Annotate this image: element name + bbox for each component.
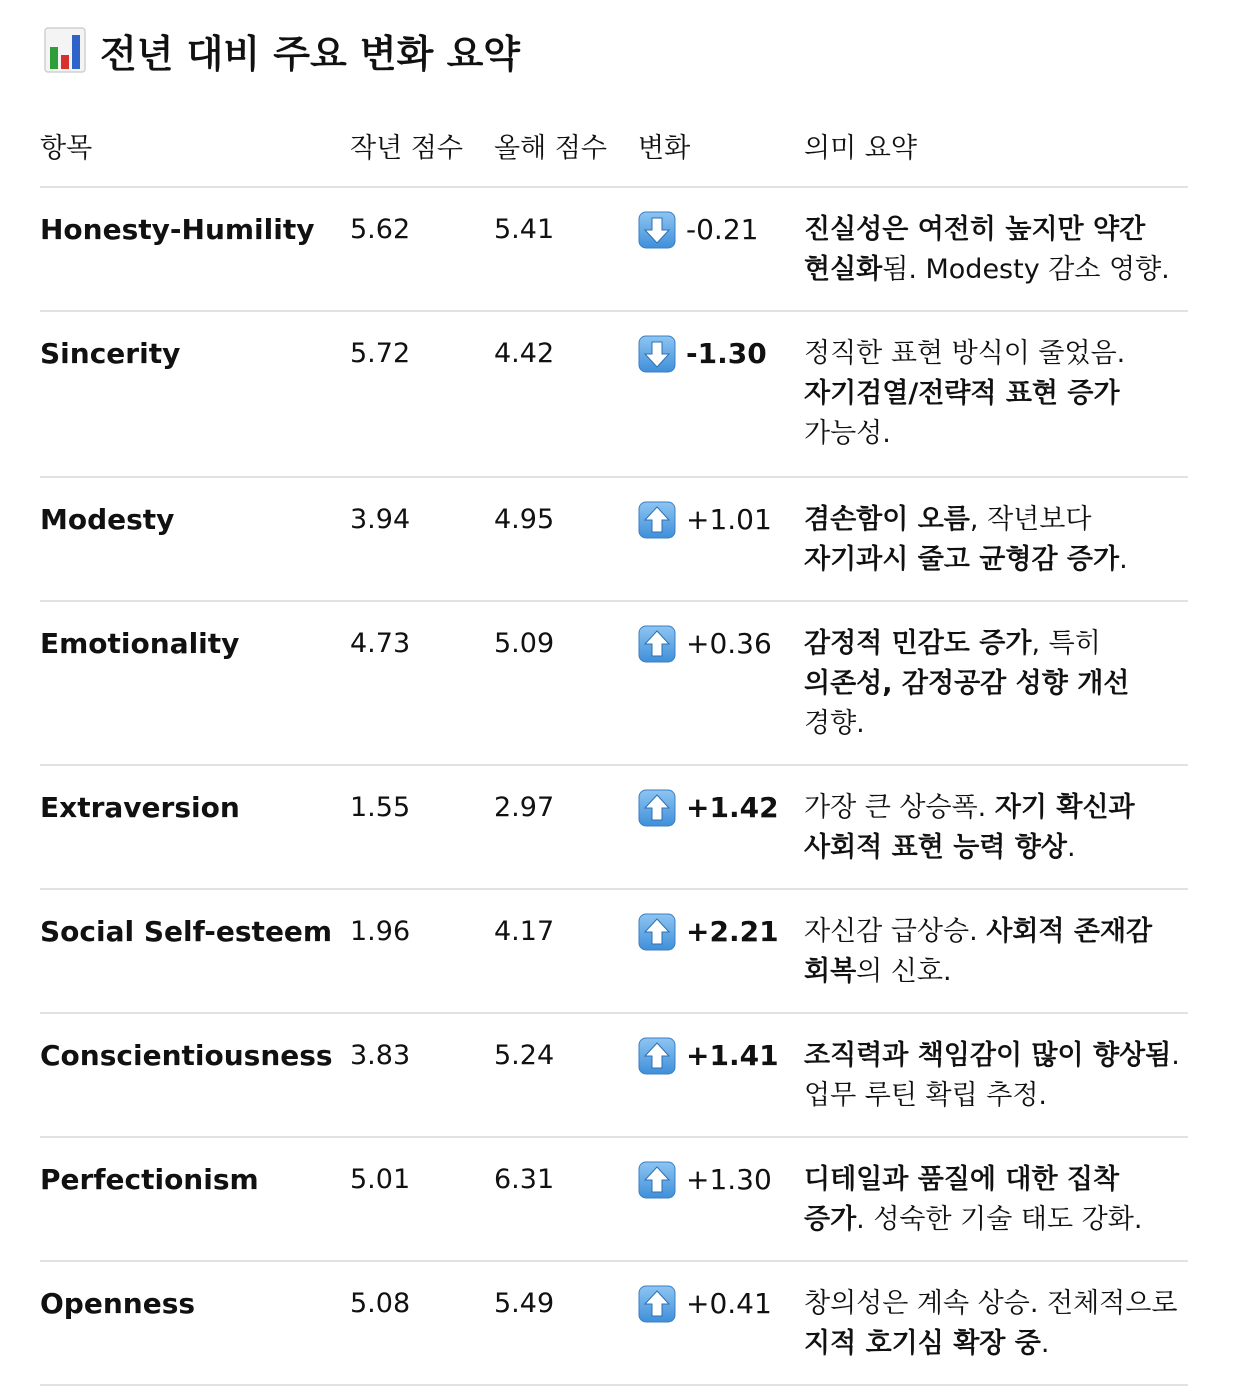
meaning-cell xyxy=(804,187,1188,311)
meaning-emphasis: 디테일과 품질에 대한 집착 증가 xyxy=(804,1164,1120,1235)
last-year-score-cell xyxy=(350,187,494,311)
this-year-score-cell xyxy=(494,1137,638,1261)
meaning-cell xyxy=(804,311,1188,477)
up-arrow-icon xyxy=(638,1285,676,1323)
table-row xyxy=(40,601,1188,765)
item-name-cell xyxy=(40,1261,350,1385)
meaning-cell xyxy=(804,765,1188,889)
up-arrow-icon xyxy=(638,1037,676,1075)
this-year-score: 5.41 xyxy=(494,214,555,245)
this-year-score: 5.24 xyxy=(494,1040,555,1071)
meaning-summary xyxy=(804,1138,1188,1260)
change-cell xyxy=(638,1137,804,1261)
table-header-row xyxy=(40,104,1188,187)
down-arrow-icon xyxy=(638,211,676,249)
item-name: Conscientiousness xyxy=(40,1039,333,1072)
meaning-cell xyxy=(804,1261,1188,1385)
last-year-score: 5.08 xyxy=(350,1288,411,1319)
meaning-emphasis: 감정적 민감도 증가 xyxy=(804,628,1032,659)
last-year-score-cell xyxy=(350,1137,494,1261)
table-row xyxy=(40,765,1188,889)
meaning-emphasis: 지적 호기심 확장 중 xyxy=(804,1328,1041,1359)
down-arrow-icon xyxy=(638,335,676,373)
meaning-summary xyxy=(804,188,1188,310)
meaning-emphasis: 진실성은 여전히 높지만 약간 현실화 xyxy=(804,214,1146,285)
change-indicator xyxy=(638,602,804,664)
change-cell xyxy=(638,187,804,311)
item-name-cell xyxy=(40,187,350,311)
meaning-summary xyxy=(804,1014,1188,1136)
this-year-score-cell xyxy=(494,311,638,477)
up-arrow-icon xyxy=(638,789,676,827)
change-indicator xyxy=(638,890,804,952)
last-year-score: 1.96 xyxy=(350,916,411,947)
meaning-text: 가장 큰 상승폭. xyxy=(804,792,995,823)
change-cell xyxy=(638,477,804,601)
this-year-score: 6.31 xyxy=(494,1164,555,1195)
table-body xyxy=(40,187,1188,1385)
change-cell xyxy=(638,765,804,889)
last-year-score: 3.94 xyxy=(350,504,411,535)
meaning-summary xyxy=(804,766,1188,888)
meaning-summary xyxy=(804,478,1188,600)
item-name-cell xyxy=(40,1013,350,1137)
change-value: -0.21 xyxy=(686,213,759,246)
meaning-text: 자신감 급상승. xyxy=(804,916,987,947)
item-name: Social Self-esteem xyxy=(40,915,333,948)
item-name: Emotionality xyxy=(40,627,240,660)
meaning-emphasis: 자기검열/전략적 표현 증가 xyxy=(804,378,1120,409)
last-year-score: 5.62 xyxy=(350,214,411,245)
this-year-score-cell xyxy=(494,1261,638,1385)
change-indicator xyxy=(638,1138,804,1200)
item-name: Perfectionism xyxy=(40,1163,259,1196)
header-this-year: 올해 점수 xyxy=(494,104,638,187)
item-name: Extraversion xyxy=(40,791,240,824)
change-summary-table xyxy=(40,104,1188,1386)
this-year-score-cell xyxy=(494,187,638,311)
meaning-emphasis: 자기 확신과 사회적 표현 능력 향상 xyxy=(804,792,1135,863)
last-year-score: 3.83 xyxy=(350,1040,411,1071)
up-arrow-icon xyxy=(638,625,676,663)
page-title-text: 전년 대비 주요 변화 요약 xyxy=(100,31,520,76)
table-row xyxy=(40,1137,1188,1261)
change-indicator xyxy=(638,188,804,250)
change-indicator xyxy=(638,1014,804,1076)
meaning-text: 가능성. xyxy=(804,418,891,449)
meaning-text: 경향. xyxy=(804,708,865,739)
meaning-emphasis: 의존성, 감정공감 성향 개선 xyxy=(804,668,1130,699)
meaning-summary xyxy=(804,602,1188,764)
change-cell xyxy=(638,1013,804,1137)
meaning-text: 창의성은 계속 상승. 전체적으로 xyxy=(804,1288,1178,1319)
change-indicator xyxy=(638,478,804,540)
meaning-cell xyxy=(804,1013,1188,1137)
meaning-summary xyxy=(804,312,1188,474)
table-row xyxy=(40,187,1188,311)
change-cell xyxy=(638,601,804,765)
last-year-score-cell xyxy=(350,1261,494,1385)
last-year-score-cell xyxy=(350,601,494,765)
meaning-text: . 업무 루틴 확립 추정. xyxy=(804,1040,1180,1111)
last-year-score-cell xyxy=(350,311,494,477)
meaning-emphasis: 조직력과 책임감이 많이 향상됨 xyxy=(804,1040,1172,1071)
table-row xyxy=(40,889,1188,1013)
this-year-score: 4.17 xyxy=(494,916,555,947)
meaning-text: , 작년보다 xyxy=(969,504,1092,535)
change-value: +1.30 xyxy=(686,1163,772,1196)
meaning-emphasis: 사회적 존재감 회복 xyxy=(804,916,1153,987)
item-name: Honesty-Humility xyxy=(40,213,315,246)
change-indicator xyxy=(638,766,804,828)
up-arrow-icon xyxy=(638,1161,676,1199)
up-arrow-icon xyxy=(638,501,676,539)
last-year-score-cell xyxy=(350,1013,494,1137)
item-name-cell xyxy=(40,311,350,477)
meaning-text: 됨. Modesty 감소 영향. xyxy=(882,254,1170,285)
this-year-score: 2.97 xyxy=(494,792,555,823)
change-cell xyxy=(638,889,804,1013)
meaning-text: . xyxy=(1066,832,1076,863)
change-indicator xyxy=(638,312,804,374)
up-arrow-icon xyxy=(638,913,676,951)
meaning-text: 의 신호. xyxy=(856,956,952,987)
this-year-score-cell xyxy=(494,889,638,1013)
change-value: +0.36 xyxy=(686,627,772,660)
item-name-cell xyxy=(40,765,350,889)
meaning-cell xyxy=(804,1137,1188,1261)
change-value: +2.21 xyxy=(686,915,779,948)
header-item: 항목 xyxy=(40,104,350,187)
meaning-summary xyxy=(804,1262,1188,1384)
this-year-score: 4.42 xyxy=(494,338,555,369)
header-last-year: 작년 점수 xyxy=(350,104,494,187)
meaning-text: . 성숙한 기술 태도 강화. xyxy=(856,1204,1143,1235)
table-row xyxy=(40,1261,1188,1385)
this-year-score-cell xyxy=(494,765,638,889)
change-cell xyxy=(638,1261,804,1385)
page-title xyxy=(44,20,520,80)
table-row xyxy=(40,1013,1188,1137)
this-year-score-cell xyxy=(494,477,638,601)
meaning-cell xyxy=(804,601,1188,765)
meaning-text: , 특히 xyxy=(1031,628,1101,659)
table-row xyxy=(40,477,1188,601)
last-year-score: 5.01 xyxy=(350,1164,411,1195)
meaning-summary xyxy=(804,890,1188,1012)
meaning-cell xyxy=(804,477,1188,601)
this-year-score: 5.09 xyxy=(494,628,555,659)
last-year-score-cell xyxy=(350,765,494,889)
header-meaning: 의미 요약 xyxy=(804,104,1188,187)
header-change: 변화 xyxy=(638,104,804,187)
bar-chart-icon xyxy=(44,27,86,73)
this-year-score: 5.49 xyxy=(494,1288,555,1319)
item-name: Openness xyxy=(40,1287,196,1320)
item-name: Modesty xyxy=(40,503,175,536)
meaning-text: 정직한 표현 방식이 줄었음. xyxy=(804,338,1126,369)
item-name: Sincerity xyxy=(40,337,181,370)
this-year-score-cell xyxy=(494,1013,638,1137)
meaning-emphasis: 겸손함이 오름 xyxy=(804,504,970,535)
change-indicator xyxy=(638,1262,804,1324)
item-name-cell xyxy=(40,601,350,765)
change-value: +1.42 xyxy=(686,791,779,824)
meaning-emphasis: 자기과시 줄고 균형감 증가 xyxy=(804,544,1120,575)
table-row xyxy=(40,311,1188,477)
last-year-score: 4.73 xyxy=(350,628,411,659)
change-value: +1.41 xyxy=(686,1039,779,1072)
item-name-cell xyxy=(40,477,350,601)
last-year-score-cell xyxy=(350,477,494,601)
meaning-text: . xyxy=(1040,1328,1050,1359)
last-year-score: 1.55 xyxy=(350,792,411,823)
meaning-cell xyxy=(804,889,1188,1013)
this-year-score-cell xyxy=(494,601,638,765)
last-year-score: 5.72 xyxy=(350,338,411,369)
item-name-cell xyxy=(40,889,350,1013)
this-year-score: 4.95 xyxy=(494,504,555,535)
change-value: -1.30 xyxy=(686,337,767,370)
change-value: +1.01 xyxy=(686,503,772,536)
item-name-cell xyxy=(40,1137,350,1261)
last-year-score-cell xyxy=(350,889,494,1013)
meaning-text: . xyxy=(1119,544,1128,575)
change-value: +0.41 xyxy=(686,1287,772,1320)
change-cell xyxy=(638,311,804,477)
